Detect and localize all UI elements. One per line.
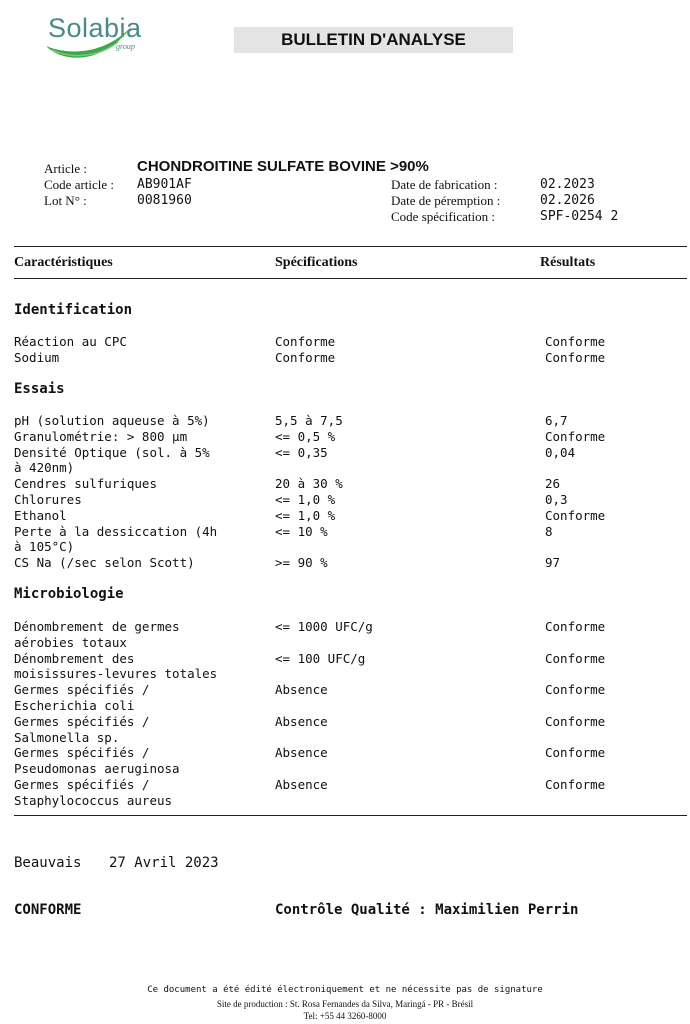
row-caracteristique: Perte à la dessiccation (4h à 105°C): [14, 523, 218, 555]
row-specification: <= 0,35: [275, 444, 328, 460]
section-title-microbiologie: Microbiologie: [14, 586, 124, 602]
identification-rows: [14, 334, 687, 366]
microbiologie-rows: [14, 619, 687, 809]
table-row: [14, 619, 687, 651]
row-resultat: Conforme: [545, 334, 606, 349]
table-bottom-rule: [14, 815, 687, 816]
row-caracteristique: CS Na (/sec selon Scott): [14, 555, 195, 571]
table-row: [14, 429, 687, 445]
table-row: [14, 524, 687, 556]
row-resultat: 97: [545, 555, 561, 571]
row-caracteristique: Densité Optique (sol. à 5% à 420nm): [14, 444, 210, 476]
date: 27 Avril 2023: [109, 855, 219, 871]
row-specification: <= 1000 UFC/g: [275, 619, 373, 634]
row-caracteristique: Germes spécifiés / Pseudomonas aeruginosa: [14, 745, 180, 777]
row-caracteristique: Germes spécifiés / Staphylococcus aureus: [14, 776, 173, 808]
row-specification: <= 100 UFC/g: [275, 650, 366, 666]
row-resultat: 8: [545, 523, 553, 539]
col-header-caracteristiques: Caractéristiques: [14, 255, 113, 270]
row-caracteristique: Cendres sulfuriques: [14, 476, 157, 492]
row-specification: Conforme: [275, 334, 336, 349]
row-resultat: 26: [545, 476, 561, 492]
specification-value: SPF-0254 2: [540, 209, 619, 224]
logo-name: Solabia: [48, 13, 142, 43]
controle-qualite: Contrôle Qualité : Maximilien Perrin: [275, 902, 579, 918]
table-row: [14, 714, 687, 746]
row-resultat: 0,04: [545, 444, 576, 460]
row-specification: Conforme: [275, 349, 336, 365]
row-caracteristique: Germes spécifiés / Salmonella sp.: [14, 713, 150, 745]
document-title: BULLETIN D'ANALYSE: [234, 27, 513, 53]
row-specification: Absence: [275, 745, 328, 761]
article-label: Article :: [44, 161, 87, 176]
header-bottom-rule: [14, 278, 687, 279]
peremption-value: 02.2026: [540, 193, 595, 208]
row-resultat: 6,7: [545, 413, 568, 428]
phone-number: Tel: +55 44 3260-8000: [303, 1011, 387, 1021]
fabrication-label: Date de fabrication :: [391, 177, 498, 192]
solabia-logo: [44, 12, 144, 56]
article-value: CHONDROITINE SULFATE BOVINE >90%: [137, 158, 429, 175]
row-specification: Absence: [275, 713, 328, 729]
row-resultat: Conforme: [545, 713, 606, 729]
row-caracteristique: pH (solution aqueuse à 5%): [14, 413, 210, 428]
row-resultat: Conforme: [545, 619, 606, 634]
table-row: [14, 492, 687, 508]
code-article-label: Code article :: [44, 177, 115, 192]
table-row: [14, 682, 687, 714]
row-specification: <= 10 %: [275, 523, 328, 539]
col-header-resultats: Résultats: [540, 255, 596, 270]
row-resultat: Conforme: [545, 428, 606, 444]
row-specification: <= 1,0 %: [275, 491, 336, 507]
row-resultat: Conforme: [545, 507, 606, 523]
essais-rows: [14, 413, 687, 571]
row-caracteristique: Granulométrie: > 800 µm: [14, 428, 188, 444]
table-row: [14, 334, 687, 350]
logo-sub: group: [116, 42, 135, 51]
row-resultat: Conforme: [545, 349, 606, 365]
col-header-specifications: Spécifications: [275, 255, 358, 270]
electronic-notice: Ce document a été édité électroniquement et ne nécessite pas de signature: [147, 985, 543, 995]
row-resultat: 0,3: [545, 491, 568, 507]
row-caracteristique: Chlorures: [14, 491, 82, 507]
row-specification: <= 0,5 %: [275, 428, 336, 444]
row-caracteristique: Dénombrement de germes aérobies totaux: [14, 619, 180, 650]
table-row: [14, 777, 687, 809]
header-top-rule: [14, 246, 687, 247]
row-caracteristique: Sodium: [14, 349, 60, 365]
table-row: [14, 651, 687, 683]
table-row: [14, 555, 687, 571]
row-resultat: Conforme: [545, 776, 606, 792]
peremption-label: Date de péremption :: [391, 193, 501, 208]
row-resultat: Conforme: [545, 745, 606, 761]
specification-label: Code spécification :: [391, 209, 495, 224]
section-title-essais: Essais: [14, 381, 65, 397]
table-row: [14, 745, 687, 777]
section-title-identification: Identification: [14, 302, 133, 318]
row-specification: 5,5 à 7,5: [275, 413, 343, 428]
row-caracteristique: Dénombrement des moisissures-levures totales: [14, 650, 218, 682]
lot-value: 0081960: [137, 193, 192, 208]
row-specification: 20 à 30 %: [275, 476, 343, 492]
place: Beauvais: [14, 855, 82, 871]
row-specification: <= 1,0 %: [275, 507, 336, 523]
row-specification: >= 90 %: [275, 555, 328, 571]
row-caracteristique: Ethanol: [14, 507, 67, 523]
row-caracteristique: Germes spécifiés / Escherichia coli: [14, 682, 150, 713]
table-row: [14, 508, 687, 524]
table-row: [14, 413, 687, 429]
row-resultat: Conforme: [545, 682, 606, 698]
lot-label: Lot N° :: [44, 193, 87, 208]
row-specification: Absence: [275, 682, 328, 698]
table-row: [14, 476, 687, 492]
row-resultat: Conforme: [545, 650, 606, 666]
fabrication-value: 02.2023: [540, 177, 595, 192]
production-site: Site de production : St. Rosa Fernandes da Silva, Maringá - PR - Brésil: [216, 999, 474, 1009]
code-article-value: AB901AF: [137, 177, 192, 192]
row-specification: Absence: [275, 776, 328, 792]
table-row: [14, 445, 687, 477]
verdict: CONFORME: [14, 902, 82, 918]
row-caracteristique: Réaction au CPC: [14, 334, 127, 349]
table-row: [14, 350, 687, 366]
